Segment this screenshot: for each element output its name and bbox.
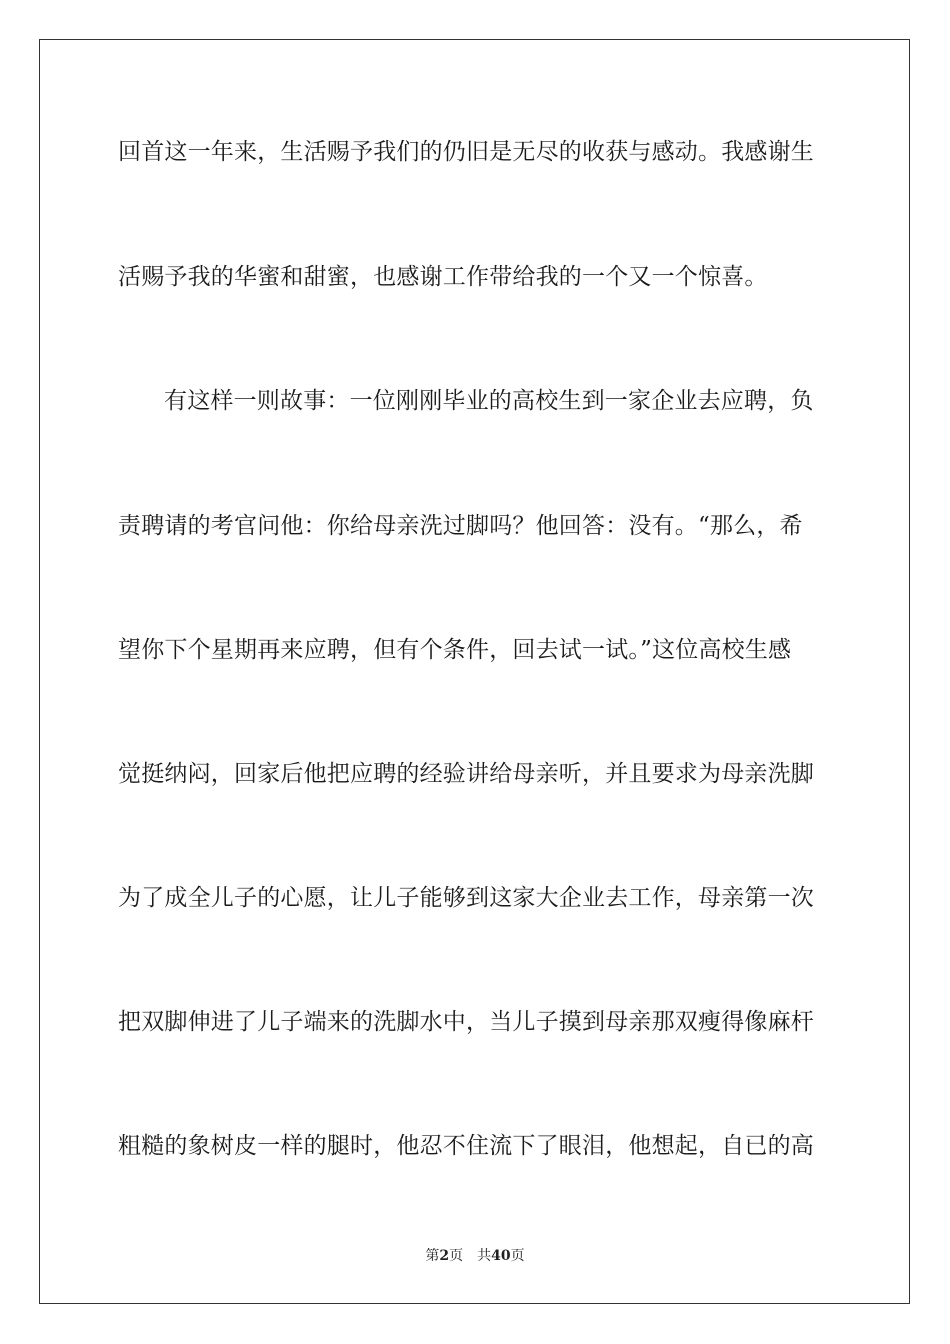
- paragraph-2-line-3: 望你下个星期再来应聘，但有个条件，回去试一试。”这位高校生感: [118, 637, 792, 663]
- paragraph-1-line-2: 活赐予我的华蜜和甜蜜，也感谢工作带给我的一个又一个惊喜。: [118, 264, 768, 290]
- page-suffix: 页: [449, 1248, 464, 1264]
- page-border: [39, 39, 910, 1304]
- paragraph-2-line-2: 责聘请的考官问他：你给母亲洗过脚吗？他回答：没有。“那么，希: [118, 513, 803, 539]
- paragraph-2-line-7: 粗糙的象树皮一样的腿时，他忍不住流下了眼泪，他想起，自已的高: [118, 1133, 814, 1159]
- page-prefix: 第: [425, 1248, 440, 1264]
- total-pages: 40: [491, 1248, 511, 1264]
- total-prefix: 共: [477, 1248, 492, 1264]
- paragraph-1-line-1: 回首这一年来，生活赐予我们的仍旧是无尽的收获与感动。我感谢生: [118, 139, 814, 165]
- paragraph-2-line-4: 觉挺纳闷，回家后他把应聘的经验讲给母亲听，并且要求为母亲洗脚: [118, 761, 814, 787]
- page-number: 2: [439, 1248, 450, 1264]
- paragraph-2-line-5: 为了成全儿子的心愿，让儿子能够到这家大企业去工作，母亲第一次: [118, 885, 814, 911]
- paragraph-2-line-6: 把双脚伸进了儿子端来的洗脚水中，当儿子摸到母亲那双瘦得像麻杆: [118, 1009, 814, 1035]
- page-footer: [0, 1247, 950, 1265]
- paragraph-2-line-1: 有这样一则故事：一位刚刚毕业的高校生到一家企业去应聘，负: [164, 388, 814, 414]
- total-suffix: 页: [510, 1248, 525, 1264]
